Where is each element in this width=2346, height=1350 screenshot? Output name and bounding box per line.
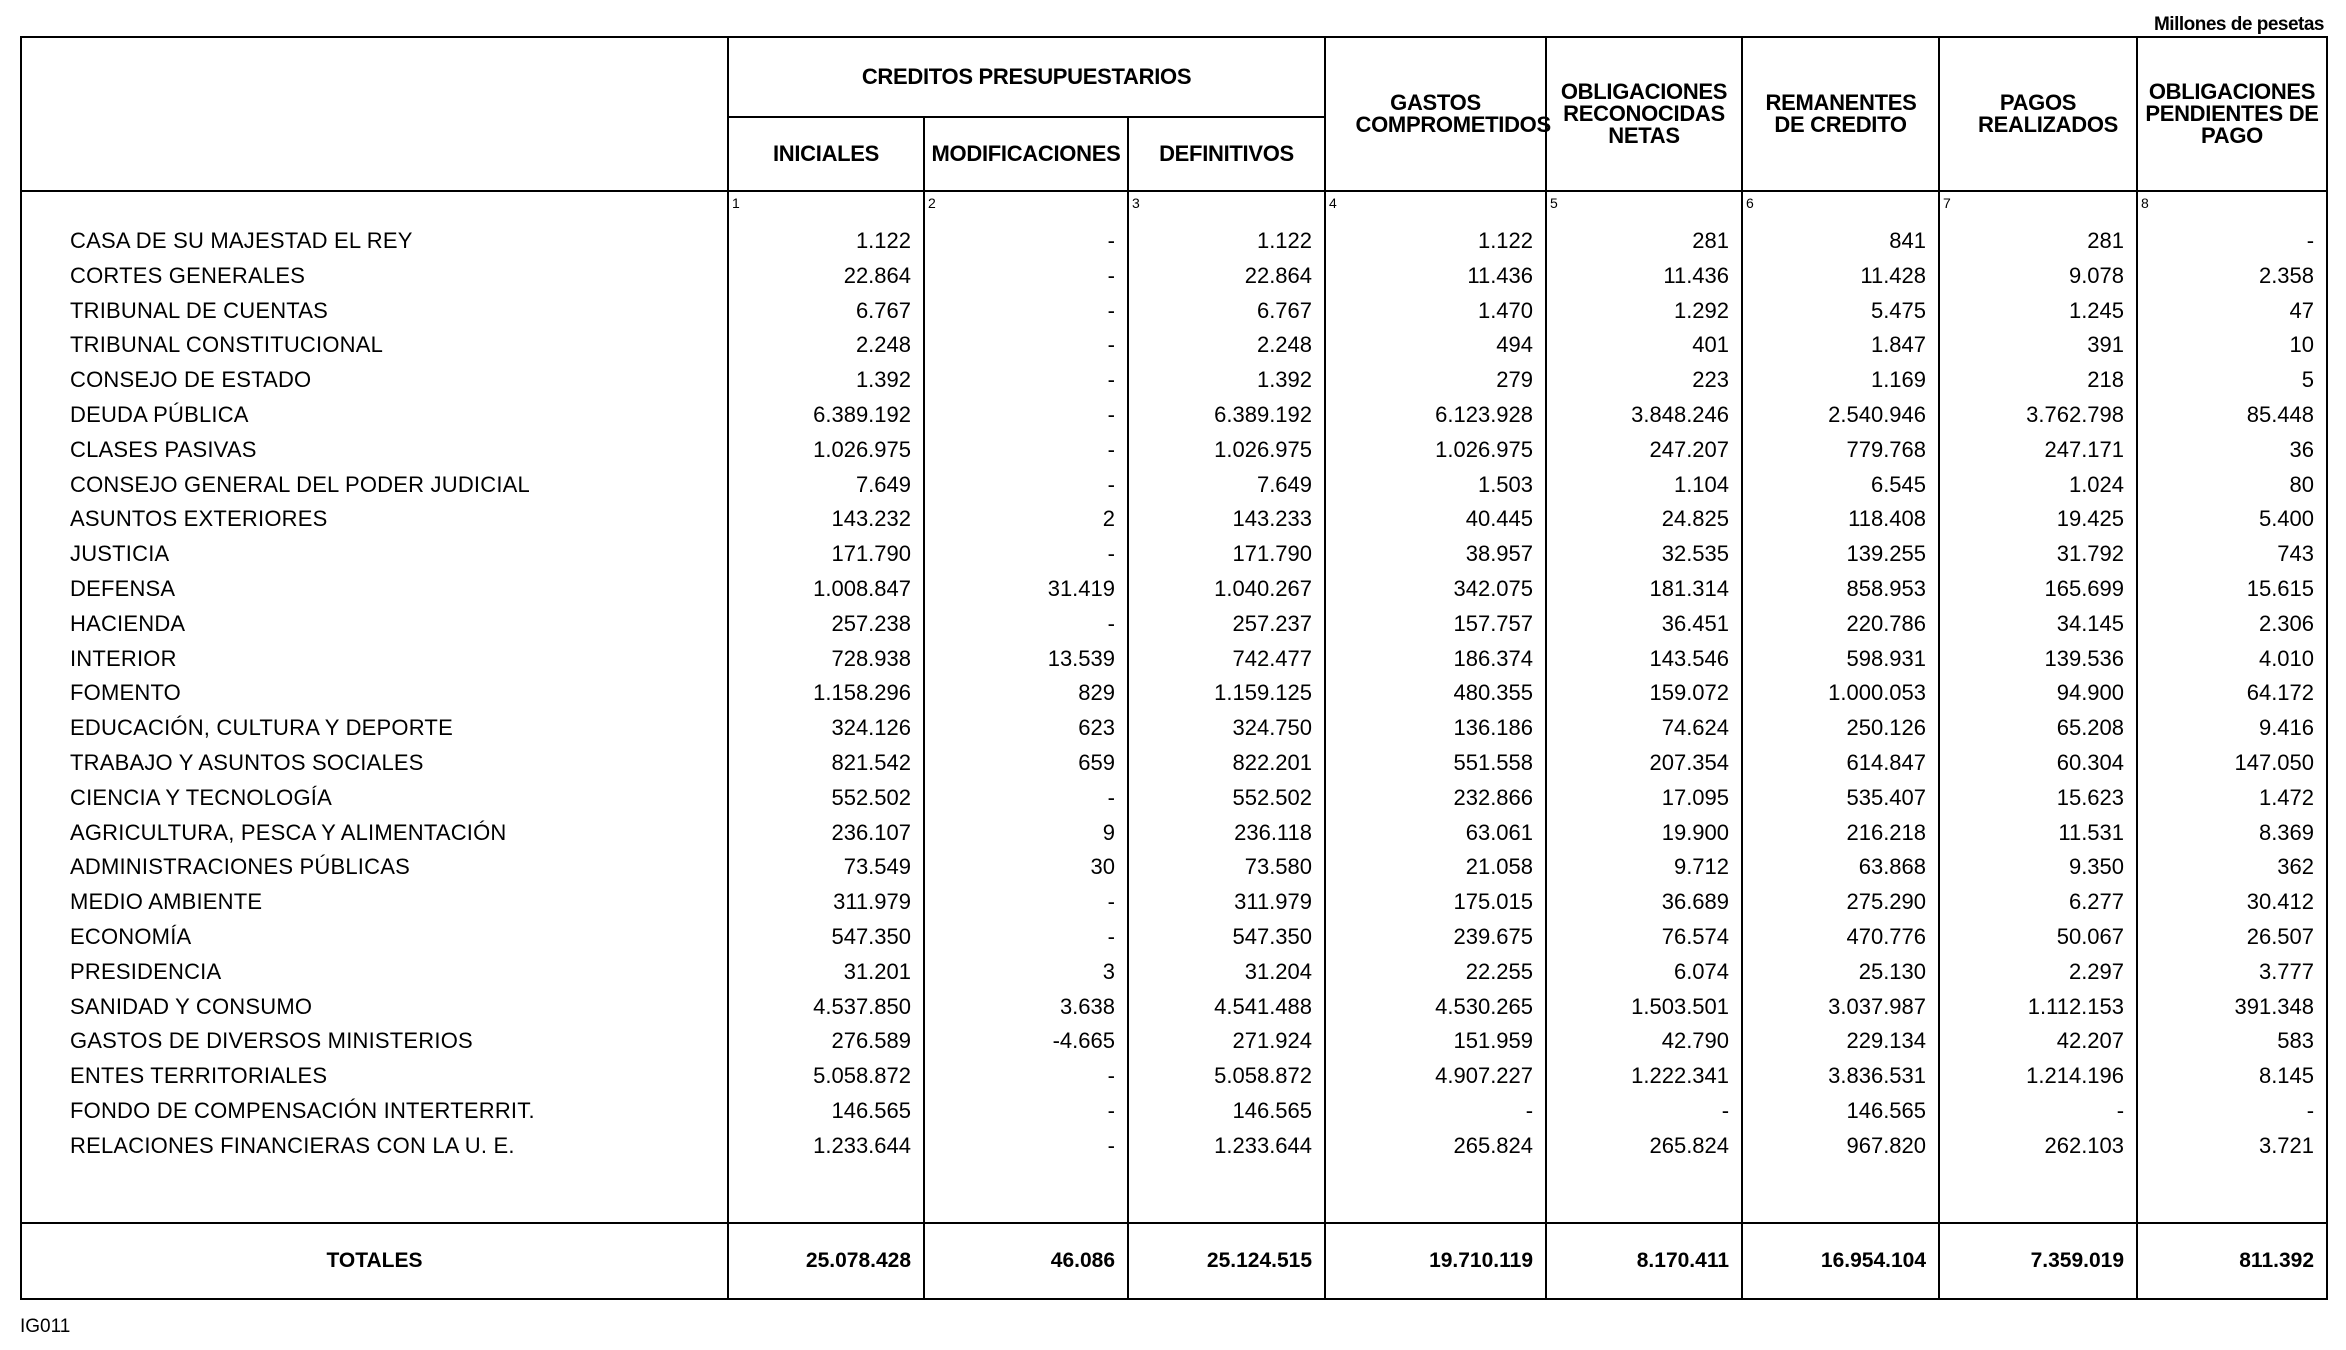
- table-cell: 1.214.196: [2026, 1063, 2125, 1089]
- row-name: CORTES GENERALES: [70, 262, 306, 288]
- budget-table: [20, 36, 2328, 1300]
- row-name: HACIENDA: [70, 610, 186, 636]
- table-cell: 146.565: [1232, 1097, 1313, 1123]
- table-cell: 11.436: [1467, 262, 1534, 288]
- table-cell: -: [1107, 471, 1115, 497]
- table-cell: 26.507: [2246, 923, 2315, 949]
- table-cell: 281: [2087, 228, 2125, 253]
- table-cell: 157.757: [1453, 610, 1534, 636]
- col-obligaciones: [1546, 191, 1742, 1223]
- row-name: PRESIDENCIA: [70, 958, 222, 984]
- column-number: 4: [1329, 195, 1337, 211]
- table-cell: 50.067: [2056, 923, 2125, 949]
- table-cell: 821.542: [831, 749, 911, 775]
- table-cell: 275.290: [1846, 889, 1927, 915]
- table-cell: 94.900: [2056, 680, 2125, 706]
- table-cell: 19.900: [1661, 819, 1730, 845]
- table-cell: 8.145: [2258, 1063, 2315, 1089]
- table-cell: 5.058.872: [813, 1063, 911, 1089]
- table-cell: 15.615: [2246, 575, 2315, 601]
- total-obligaciones: 8.170.411: [1546, 1223, 1742, 1299]
- table-cell: -: [1107, 610, 1115, 636]
- table-cell: 165.699: [2044, 575, 2125, 601]
- table-cell: 36.451: [1661, 610, 1730, 636]
- table-cell: 547.350: [831, 923, 911, 949]
- total-modificaciones: 46.086: [924, 1223, 1128, 1299]
- table-cell: 276.589: [831, 1028, 911, 1054]
- table-cell: 2.358: [2258, 262, 2315, 288]
- table-cell: 9: [1102, 819, 1115, 845]
- table-cell: 1.222.341: [1631, 1063, 1730, 1089]
- table-cell: -4.665: [1052, 1028, 1115, 1054]
- table-cell: 3.762.798: [2026, 401, 2125, 427]
- table-cell: 11.531: [2058, 819, 2125, 845]
- row-name: ECONOMÍA: [70, 923, 192, 949]
- row-name: CLASES PASIVAS: [70, 436, 257, 462]
- row-name: INTERIOR: [70, 645, 177, 671]
- table-cell: 659: [1078, 749, 1115, 775]
- table-cell: 159.072: [1649, 680, 1730, 706]
- table-cell: 743: [2277, 541, 2315, 567]
- table-cell: 143.546: [1649, 645, 1730, 671]
- table-cell: 15.623: [2056, 784, 2125, 810]
- table-cell: 1.392: [855, 367, 911, 393]
- table-cell: 1.470: [1477, 297, 1534, 323]
- header-pagos: PAGOS REALIZADOS: [1939, 37, 2137, 191]
- table-cell: 63.061: [1465, 819, 1534, 845]
- table-cell: 3: [1102, 958, 1115, 984]
- total-remanentes: 16.954.104: [1742, 1223, 1939, 1299]
- table-cell: 11.428: [1860, 262, 1927, 288]
- table-cell: 147.050: [2234, 749, 2315, 775]
- table-cell: 1.503.501: [1631, 993, 1730, 1019]
- table-cell: -: [1107, 784, 1115, 810]
- table-cell: 480.355: [1453, 680, 1534, 706]
- table-cell: 1.503: [1477, 471, 1534, 497]
- table-cell: 31.201: [843, 958, 911, 984]
- row-name: DEFENSA: [70, 575, 176, 601]
- table-cell: 143.233: [1232, 506, 1313, 532]
- col-remanentes: [1742, 191, 1939, 1223]
- table-cell: 136.186: [1453, 715, 1534, 741]
- header-definitivos: DEFINITIVOS: [1128, 117, 1325, 191]
- table-cell: 742.477: [1232, 645, 1313, 671]
- table-cell: 2.248: [1256, 332, 1313, 358]
- row-name: MEDIO AMBIENTE: [70, 889, 263, 915]
- table-cell: 24.825: [1661, 506, 1730, 532]
- column-number: 2: [928, 195, 936, 211]
- table-cell: 85.448: [2246, 401, 2315, 427]
- table-cell: 175.015: [1453, 889, 1534, 915]
- table-cell: 6.767: [1256, 297, 1313, 323]
- table-cell: 42.790: [1661, 1028, 1730, 1054]
- table-cell: 239.675: [1453, 923, 1534, 949]
- unit-note: Millones de pesetas: [2153, 14, 2324, 35]
- row-name: RELACIONES FINANCIERAS CON LA U. E.: [70, 1132, 515, 1158]
- table-cell: 2.297: [2068, 958, 2125, 984]
- table-cell: 36.689: [1661, 889, 1730, 915]
- table-cell: 236.107: [831, 819, 911, 845]
- table-cell: 598.931: [1846, 645, 1927, 671]
- table-cell: 32.535: [1661, 541, 1730, 567]
- total-pagos: 7.359.019: [1939, 1223, 2137, 1299]
- table-cell: 1.026.975: [813, 436, 911, 462]
- table-cell: 9.712: [1673, 854, 1730, 880]
- table-cell: -: [1107, 1063, 1115, 1089]
- table-cell: 279: [1496, 367, 1534, 393]
- row-name: FONDO DE COMPENSACIÓN INTERTERRIT.: [70, 1097, 535, 1123]
- table-cell: 207.354: [1649, 749, 1730, 775]
- table-cell: 265.824: [1649, 1132, 1730, 1158]
- table-cell: 6.389.192: [1214, 401, 1313, 427]
- table-cell: -: [1107, 262, 1115, 288]
- row-name: TRIBUNAL DE CUENTAS: [70, 297, 329, 323]
- row-name: SANIDAD Y CONSUMO: [70, 993, 313, 1019]
- table-cell: 232.866: [1453, 784, 1534, 810]
- row-name: TRABAJO Y ASUNTOS SOCIALES: [70, 749, 424, 775]
- table-cell: -: [1107, 367, 1115, 393]
- table-cell: 1.472: [2258, 784, 2315, 810]
- table-cell: 31.204: [1244, 958, 1313, 984]
- table-cell: 551.558: [1453, 749, 1534, 775]
- table-cell: 218: [2087, 367, 2125, 393]
- header-gastos: GASTOS COMPROMETIDOS: [1325, 37, 1546, 191]
- row-name: DEUDA PÚBLICA: [70, 401, 249, 427]
- table-cell: 38.957: [1465, 541, 1534, 567]
- table-cell: 22.864: [1244, 262, 1313, 288]
- table-cell: -: [1525, 1097, 1534, 1123]
- row-name: JUSTICIA: [70, 541, 170, 567]
- table-cell: 118.408: [1848, 506, 1927, 532]
- table-cell: 73.549: [843, 854, 911, 880]
- table-cell: -: [2306, 228, 2315, 253]
- table-cell: -: [1107, 297, 1115, 323]
- table-cell: 146.565: [1846, 1097, 1927, 1123]
- column-number: 1: [732, 195, 740, 211]
- table-cell: 858.953: [1846, 575, 1927, 601]
- row-name: ENTES TERRITORIALES: [70, 1063, 328, 1089]
- table-cell: 1.233.644: [813, 1132, 911, 1158]
- row-name: ADMINISTRACIONES PÚBLICAS: [70, 854, 410, 880]
- table-cell: 5.058.872: [1214, 1063, 1313, 1089]
- table-cell: 1.158.296: [813, 680, 911, 706]
- table-cell: 36: [2289, 436, 2315, 462]
- table-cell: 1.026.975: [1435, 436, 1534, 462]
- row-name: CASA DE SU MAJESTAD EL REY: [70, 228, 413, 253]
- table-cell: 10: [2289, 332, 2315, 358]
- table-cell: 22.255: [1465, 958, 1534, 984]
- table-cell: 63.868: [1858, 854, 1927, 880]
- table-cell: 250.126: [1846, 715, 1927, 741]
- col-modificaciones: [924, 191, 1128, 1223]
- column-number: 7: [1943, 195, 1951, 211]
- table-cell: 281: [1692, 228, 1730, 253]
- table-cell: 5: [2301, 367, 2315, 393]
- table-cell: 73.580: [1244, 854, 1313, 880]
- total-iniciales: 25.078.428: [728, 1223, 924, 1299]
- table-cell: -: [2306, 1097, 2315, 1123]
- table-cell: 186.374: [1453, 645, 1534, 671]
- table-cell: 30.412: [2246, 889, 2315, 915]
- table-cell: 265.824: [1453, 1132, 1534, 1158]
- table-cell: 3.836.531: [1828, 1063, 1927, 1089]
- table-cell: 247.171: [2044, 436, 2125, 462]
- table-cell: 470.776: [1846, 923, 1927, 949]
- table-cell: -: [1107, 889, 1115, 915]
- table-cell: 146.565: [831, 1097, 911, 1123]
- table-cell: 22.864: [843, 262, 911, 288]
- table-cell: 1.104: [1673, 471, 1730, 497]
- table-cell: 139.536: [2044, 645, 2125, 671]
- total-pendientes: 811.392: [2137, 1223, 2327, 1299]
- row-name: AGRICULTURA, PESCA Y ALIMENTACIÓN: [70, 819, 507, 845]
- table-cell: 21.058: [1465, 854, 1534, 880]
- table-cell: 11.436: [1663, 262, 1730, 288]
- table-cell: 311.979: [1234, 889, 1313, 915]
- table-cell: 42.207: [2056, 1028, 2125, 1054]
- table-cell: 40.445: [1465, 506, 1534, 532]
- table-cell: 229.134: [1846, 1028, 1927, 1054]
- table-cell: 535.407: [1846, 784, 1927, 810]
- table-cell: -: [1721, 1097, 1730, 1123]
- table-cell: 31.792: [2056, 541, 2125, 567]
- table-cell: 1.122: [1256, 228, 1313, 253]
- row-name: TRIBUNAL CONSTITUCIONAL: [70, 332, 384, 358]
- table-cell: 34.145: [2056, 610, 2125, 636]
- totals-label: TOTALES: [21, 1223, 728, 1299]
- table-cell: -: [1107, 1097, 1115, 1123]
- row-name: CONSEJO GENERAL DEL PODER JUDICIAL: [70, 471, 530, 497]
- table-cell: 9.416: [2258, 715, 2315, 741]
- table-cell: 4.537.850: [813, 993, 911, 1019]
- table-cell: 7.649: [1256, 471, 1313, 497]
- table-cell: 236.118: [1234, 819, 1313, 845]
- table-cell: 6.767: [855, 297, 911, 323]
- table-cell: 1.169: [1870, 367, 1927, 393]
- table-cell: 2: [1102, 506, 1115, 532]
- table-cell: -: [1107, 541, 1115, 567]
- table-cell: 552.502: [831, 784, 911, 810]
- table-cell: 6.277: [2068, 889, 2125, 915]
- table-cell: 143.232: [831, 506, 911, 532]
- table-cell: 6.389.192: [813, 401, 911, 427]
- table-cell: 9.078: [2068, 262, 2125, 288]
- col-pagos: [1939, 191, 2137, 1223]
- table-cell: -: [1107, 436, 1115, 462]
- table-cell: 17.095: [1661, 784, 1730, 810]
- table-cell: 262.103: [2044, 1132, 2125, 1158]
- table-cell: 6.545: [1870, 471, 1927, 497]
- table-cell: 6.123.928: [1435, 401, 1534, 427]
- table-cell: 80: [2289, 471, 2315, 497]
- table-cell: -: [1107, 1132, 1115, 1158]
- row-name: GASTOS DE DIVERSOS MINISTERIOS: [70, 1028, 473, 1054]
- table-cell: 2.248: [855, 332, 911, 358]
- table-cell: 4.010: [2258, 645, 2315, 671]
- table-cell: 31.419: [1047, 575, 1115, 601]
- form-code: IG011: [20, 1316, 71, 1337]
- table-cell: 547.350: [1232, 923, 1313, 949]
- names-column: [21, 191, 728, 1223]
- table-cell: 623: [1078, 715, 1115, 741]
- table-cell: 391.348: [2234, 993, 2315, 1019]
- col-gastos: [1325, 191, 1546, 1223]
- header-pendientes: OBLIGACIONES PENDIENTES DE PAGO: [2137, 37, 2327, 191]
- table-cell: 3.638: [1059, 993, 1115, 1019]
- table-cell: 30: [1090, 854, 1115, 880]
- table-cell: 6.074: [1673, 958, 1730, 984]
- table-cell: 3.848.246: [1631, 401, 1730, 427]
- table-cell: 391: [2087, 332, 2125, 358]
- table-cell: 829: [1078, 680, 1115, 706]
- table-cell: 1.026.975: [1214, 436, 1313, 462]
- table-cell: 19.425: [2056, 506, 2125, 532]
- header-creditos: CREDITOS PRESUPUESTARIOS: [728, 37, 1325, 117]
- table-cell: 171.790: [831, 541, 911, 567]
- table-cell: 139.255: [1846, 541, 1927, 567]
- table-cell: 9.350: [2068, 854, 2125, 880]
- table-cell: 494: [1496, 332, 1534, 358]
- table-cell: 614.847: [1846, 749, 1927, 775]
- table-cell: 1.008.847: [813, 575, 911, 601]
- header-obligaciones: OBLIGACIONES RECONOCIDAS NETAS: [1546, 37, 1742, 191]
- row-name: EDUCACIÓN, CULTURA Y DEPORTE: [70, 715, 453, 741]
- table-cell: -: [1107, 228, 1115, 253]
- table-cell: 1.245: [2068, 297, 2125, 323]
- header-row-top: [21, 37, 2327, 117]
- table-cell: 2.306: [2258, 610, 2315, 636]
- table-cell: 60.304: [2056, 749, 2125, 775]
- table-cell: 2.540.946: [1828, 401, 1927, 427]
- table-cell: 8.369: [2258, 819, 2315, 845]
- table-cell: 25.130: [1858, 958, 1927, 984]
- total-gastos: 19.710.119: [1325, 1223, 1546, 1299]
- table-cell: 1.024: [2068, 471, 2125, 497]
- table-cell: 181.314: [1649, 575, 1730, 601]
- table-cell: 64.172: [2246, 680, 2315, 706]
- column-number: 6: [1746, 195, 1754, 211]
- table-cell: -: [2116, 1097, 2125, 1123]
- table-cell: 220.786: [1846, 610, 1927, 636]
- table-cell: 3.037.987: [1828, 993, 1927, 1019]
- table-cell: 311.979: [833, 889, 911, 915]
- table-cell: 74.624: [1661, 715, 1730, 741]
- table-cell: 324.750: [1232, 715, 1313, 741]
- table-cell: 1.122: [1477, 228, 1534, 253]
- table-cell: 1.392: [1256, 367, 1313, 393]
- table-cell: 1.112.153: [2027, 993, 2125, 1019]
- row-name: FOMENTO: [70, 680, 181, 706]
- table-cell: 257.238: [831, 610, 911, 636]
- table-cell: 967.820: [1846, 1132, 1927, 1158]
- table-cell: 247.207: [1649, 436, 1730, 462]
- row-name: CONSEJO DE ESTADO: [70, 367, 312, 393]
- table-cell: 841: [1889, 228, 1927, 253]
- column-number: 3: [1132, 195, 1140, 211]
- table-cell: 223: [1692, 367, 1730, 393]
- table-cell: 5.400: [2258, 506, 2315, 532]
- table-cell: 3.721: [2258, 1132, 2315, 1158]
- table-cell: 216.218: [1846, 819, 1927, 845]
- table-cell: 271.924: [1232, 1028, 1313, 1054]
- table-cell: 401: [1692, 332, 1730, 358]
- total-definitivos: 25.124.515: [1128, 1223, 1325, 1299]
- col-definitivos: [1128, 191, 1325, 1223]
- table-cell: 3.777: [2258, 958, 2315, 984]
- header-modificaciones: MODIFICACIONES: [924, 117, 1128, 191]
- table-cell: 5.475: [1870, 297, 1927, 323]
- table-cell: 342.075: [1453, 575, 1534, 601]
- table-cell: -: [1107, 923, 1115, 949]
- table-cell: 779.768: [1846, 436, 1927, 462]
- body-row: [21, 191, 2327, 1223]
- table-cell: 13.539: [1047, 645, 1115, 671]
- row-name: ASUNTOS EXTERIORES: [70, 506, 328, 532]
- table-cell: 7.649: [855, 471, 911, 497]
- table-cell: 552.502: [1232, 784, 1313, 810]
- table-cell: 1.233.644: [1214, 1132, 1313, 1158]
- column-number: 5: [1550, 195, 1558, 211]
- table-cell: 4.530.265: [1435, 993, 1534, 1019]
- table-cell: 1.159.125: [1214, 680, 1313, 706]
- table-cell: 76.574: [1661, 923, 1730, 949]
- table-cell: 324.126: [831, 715, 911, 741]
- table-cell: 1.000.053: [1828, 680, 1927, 706]
- column-number: 8: [2141, 195, 2149, 211]
- header-remanentes: REMANENTES DE CREDITO: [1742, 37, 1939, 191]
- table-cell: 4.907.227: [1435, 1063, 1534, 1089]
- table-cell: 1.292: [1673, 297, 1730, 323]
- table-cell: 822.201: [1232, 749, 1313, 775]
- row-name: CIENCIA Y TECNOLOGÍA: [70, 784, 332, 810]
- table-cell: 1.040.267: [1214, 575, 1313, 601]
- table-cell: 583: [2277, 1028, 2315, 1054]
- totals-row: [21, 1223, 2327, 1299]
- table-cell: 1.847: [1870, 332, 1927, 358]
- table-cell: 151.959: [1453, 1028, 1534, 1054]
- table-cell: 257.237: [1232, 610, 1313, 636]
- col-iniciales: [728, 191, 924, 1223]
- table-cell: 1.122: [855, 228, 911, 253]
- header-iniciales: INICIALES: [728, 117, 924, 191]
- table-cell: 4.541.488: [1214, 993, 1313, 1019]
- table-cell: -: [1107, 401, 1115, 427]
- table-cell: 362: [2277, 854, 2315, 880]
- table-cell: 65.208: [2056, 715, 2125, 741]
- table-cell: 728.938: [831, 645, 911, 671]
- table-cell: 47: [2289, 297, 2315, 323]
- col-pendientes: [2137, 191, 2327, 1223]
- table-cell: -: [1107, 332, 1115, 358]
- table-cell: 171.790: [1232, 541, 1313, 567]
- header-blank-cell: [21, 37, 728, 191]
